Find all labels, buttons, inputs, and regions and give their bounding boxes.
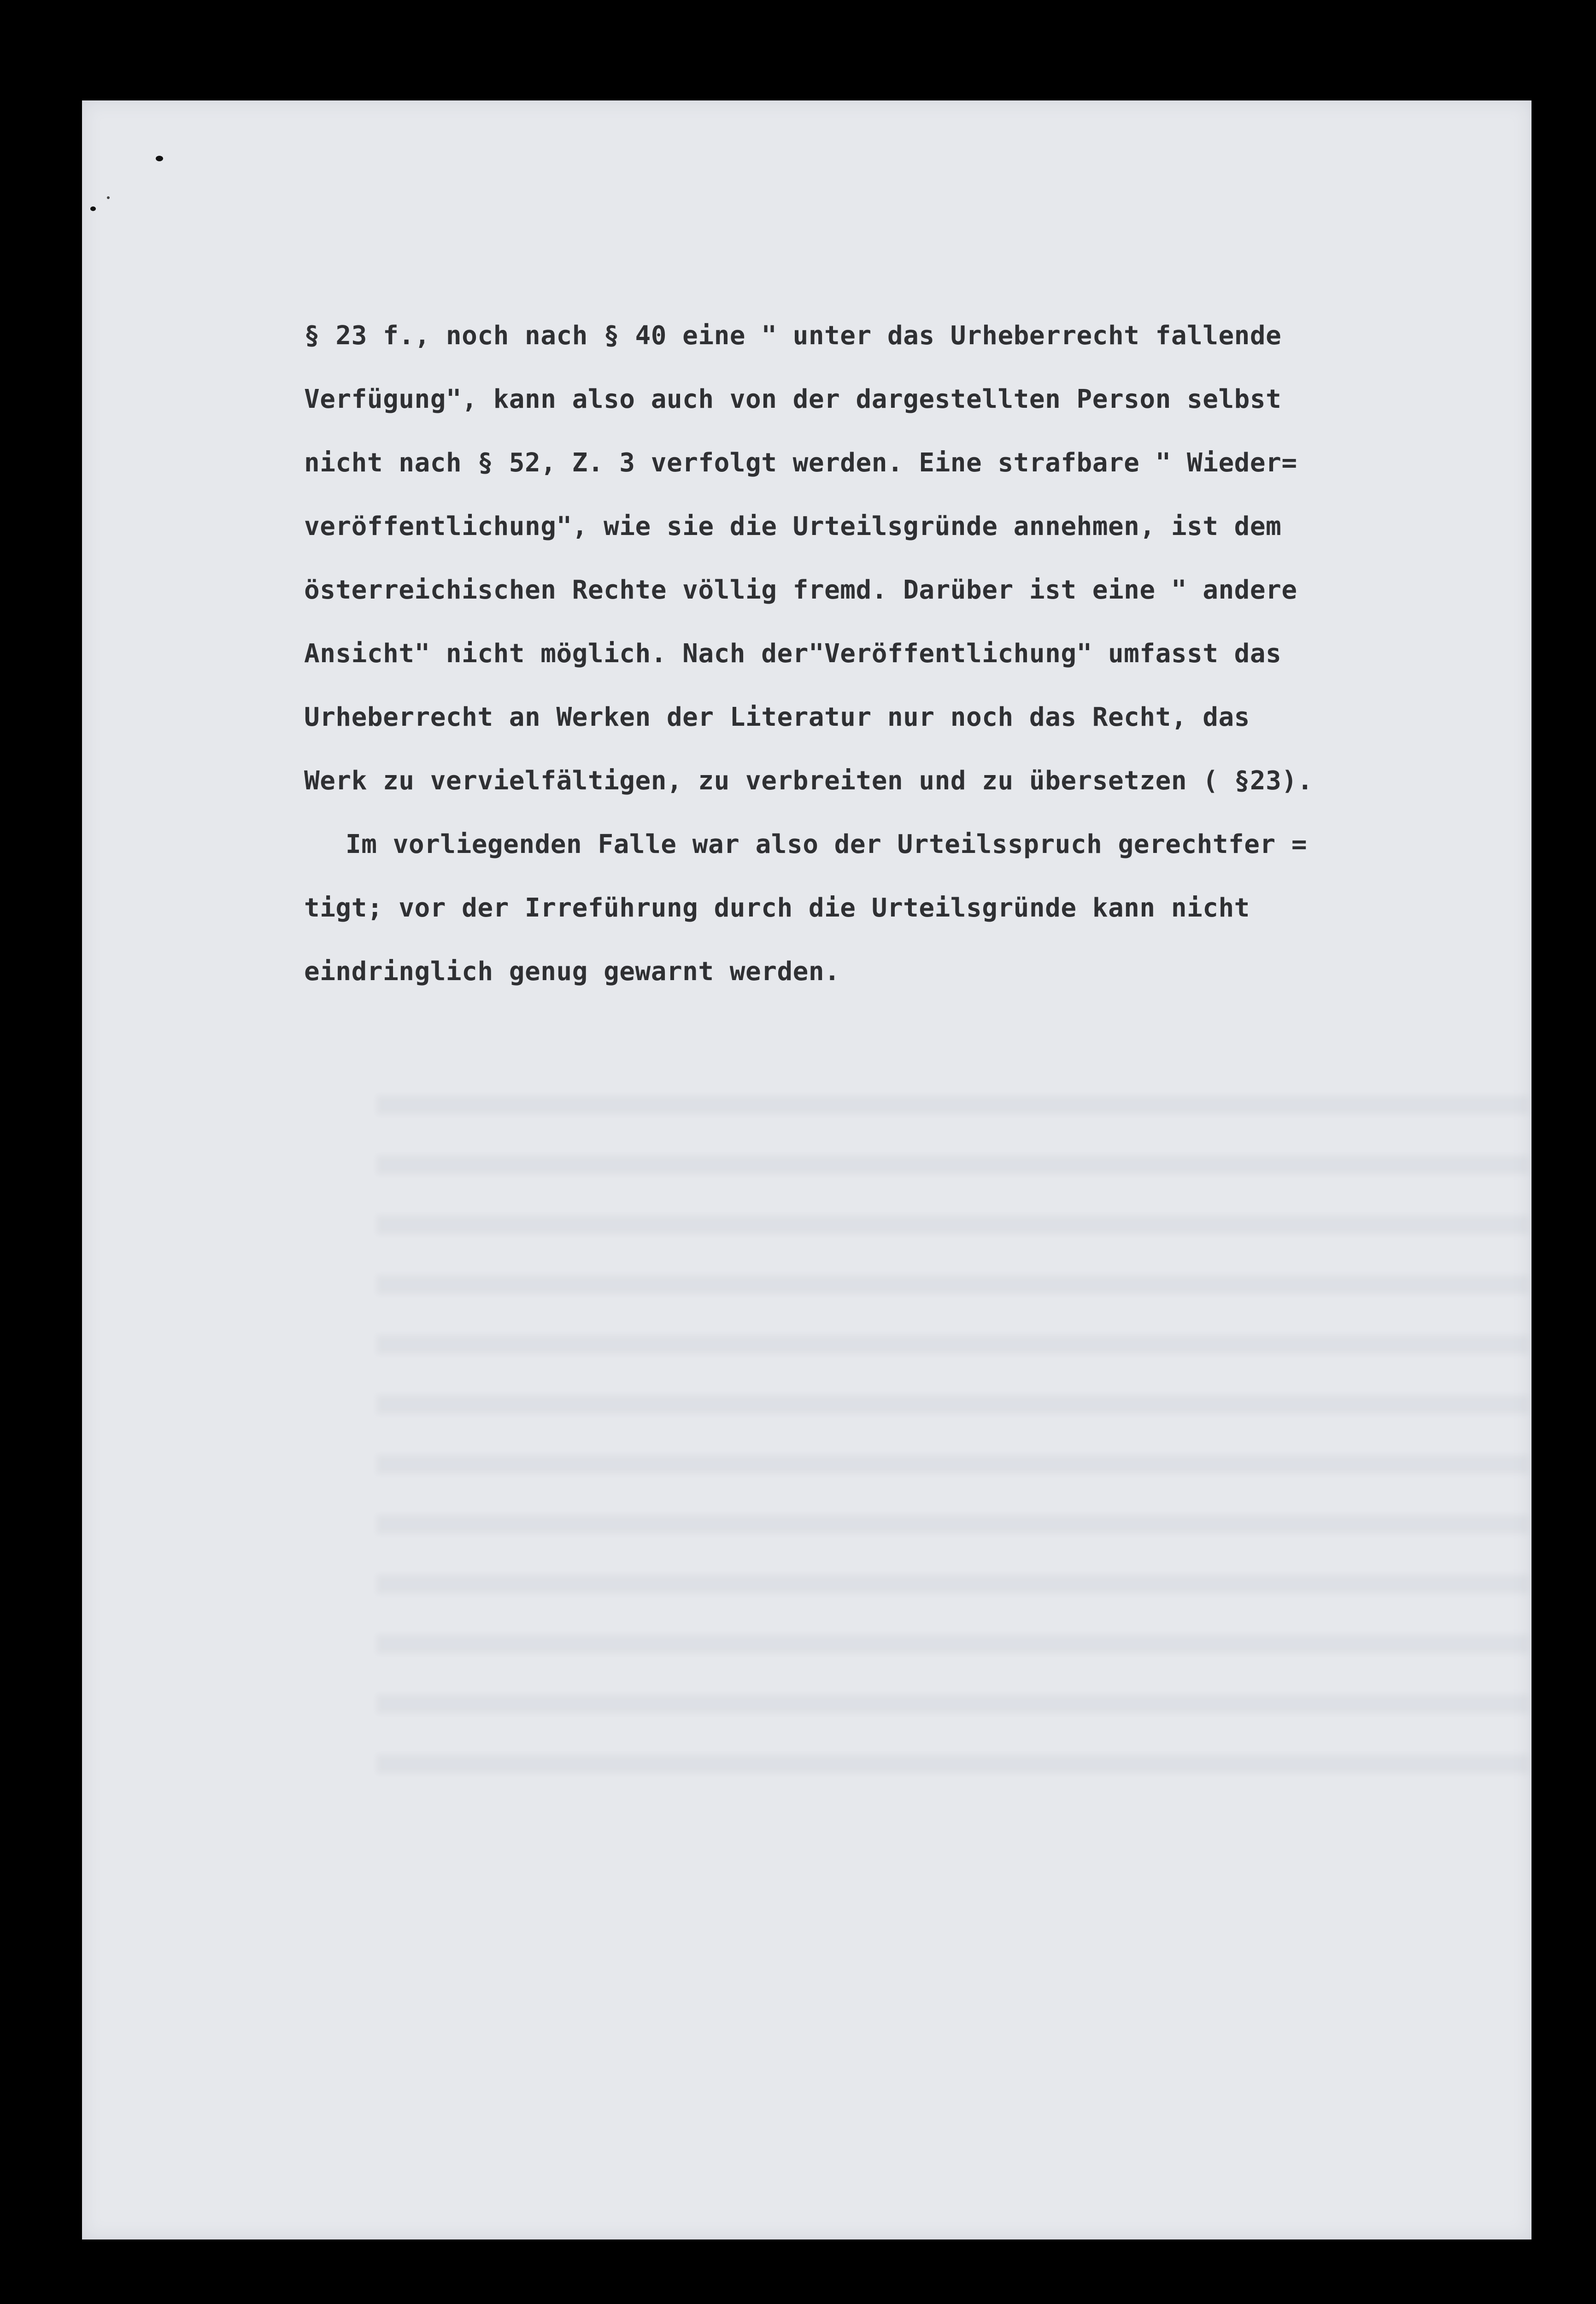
text-line: Urheberrecht an Werken der Literatur nur noch das Recht, das: [304, 702, 1250, 732]
text-line: Im vorliegenden Falle war also der Urteilsspruch gerechtfer =: [346, 829, 1308, 859]
text-line: tigt; vor der Irreführung durch die Urteilsgründe kann nicht: [304, 893, 1250, 923]
margin-mark: [90, 206, 96, 211]
text-line: Werk zu vervielfältigen, zu verbreiten und zu übersetzen ( §23).: [304, 766, 1313, 796]
margin-mark: [107, 196, 110, 199]
text-line: Ansicht" nicht möglich. Nach der"Veröffentlichung" umfasst das: [304, 639, 1282, 669]
text-line: eindringlich genug gewarnt werden.: [304, 957, 840, 987]
text-line: Verfügung", kann also auch von der dargestellten Person selbst: [304, 384, 1282, 414]
show-through-text: [377, 1096, 1529, 1787]
text-line: veröffentlichung", wie sie die Urteilsgründe annehmen, ist dem: [304, 511, 1282, 541]
text-line: nicht nach § 52, Z. 3 verfolgt werden. Eine strafbare " Wieder=: [304, 448, 1297, 478]
text-line: österreichischen Rechte völlig fremd. Darüber ist eine " andere: [304, 575, 1297, 605]
text-line: § 23 f., noch nach § 40 eine " unter das Urheberrecht fallende: [304, 321, 1282, 351]
typed-text: [304, 304, 1502, 1004]
margin-mark: [156, 156, 163, 161]
